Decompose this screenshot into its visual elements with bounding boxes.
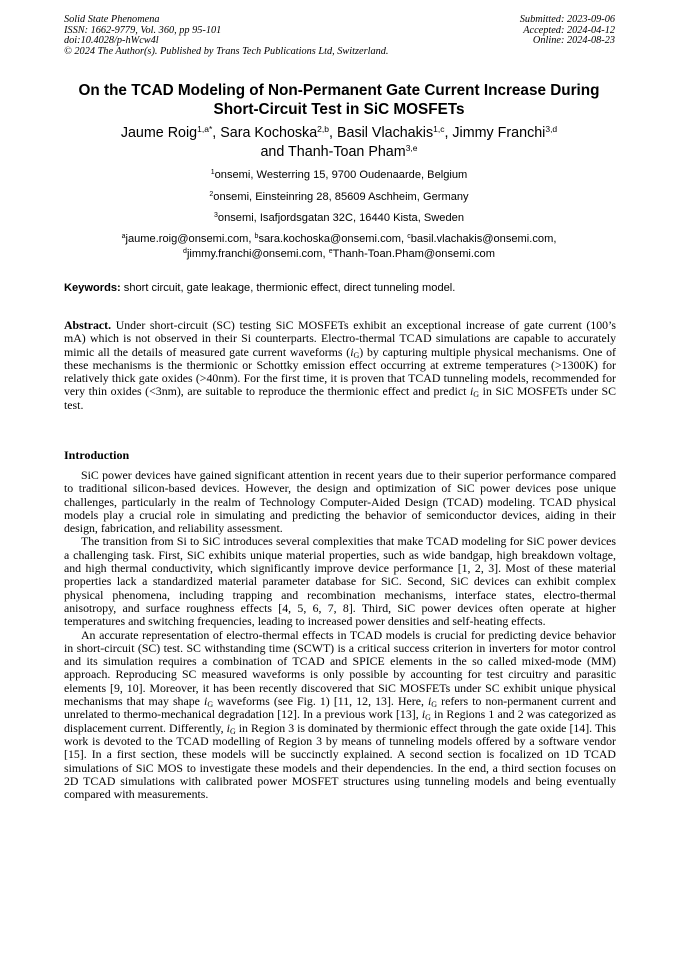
- paragraph: SiC power devices have gained significant attention in recent years due to their superior performance compared to traditional silicon-based devices. However, the design and optimization of SiC power devices pose unique challenges, particularly in the realm of Technology Computer-Aided Design (TCAD) modeling. TCAD physical models play a crucial role in simulating and predicting the behavior of semiconductor devices, aiding in their design, fabrication, and reliability assessment.: [64, 468, 616, 536]
- author-name: Basil Vlachakis: [336, 125, 434, 141]
- author-list: [40, 124, 638, 162]
- email-link[interactable]: jimmy.franchi@onsemi.com: [186, 248, 323, 260]
- affiliation-text: onsemi, Isafjordsgatan 32C, 16440 Kista, Sweden: [217, 212, 464, 224]
- symbol-i: i: [350, 344, 354, 359]
- author-separator: ,: [444, 125, 453, 141]
- paper-title-line: Short-Circuit Test in SiC MOSFETs: [213, 101, 465, 118]
- affiliation-mark: 3: [214, 212, 218, 219]
- journal-name: Solid State Phenomena: [64, 14, 160, 25]
- email-mark: a: [121, 233, 126, 240]
- paragraph-text: An accurate representation of electro-thermal effects in TCAD models is crucial for predicting device behavior in short-circuit (SC) test. SC withstanding time (SCWT) is a critical success criterion in inverters for motor control and its simulation requires a combination of TCAD and SPICE elements in the so called mixed-mode (MM) approach. Reproducing SC measured waveforms is only possible by accounting for test circuitry and parasitic elements [9, 10]. Moreover, it has been recently discovered that SiC MOSFETs under SC exhibit unique physical mechanisms that may shape: [64, 627, 616, 709]
- paragraph-text: refers to non-permanent current and unrelated to thermo-mechanical degradation [12]. In a previous work [13],: [64, 694, 616, 722]
- email-separator: ,: [553, 233, 557, 245]
- email-link[interactable]: basil.vlachakis@onsemi.com: [410, 233, 554, 245]
- paragraph: The transition from Si to SiC introduces several complexities that make TCAD modeling for SiC power devices a challenging task. First, SiC exhibits unique material properties, such as wide bandgap, high breakdown voltage, and high thermal conductivity, which significantly improve device performance [1, 2, 3]. Most of these material properties lack a standardized material parameter database for SiC. Second, SiC devices can exhibit complex physical phenomena, including trapping and recombination mechanisms, interface states, electro-thermal anisotropy, and surface roughness effects [4, 5, 6, 7, 8]. Third, SiC power devices often operate at higher temperatures and switching frequencies, leading to increased power densities and self-heating effects.: [64, 534, 616, 629]
- symbol-i: i: [470, 384, 474, 399]
- email-separator: ,: [322, 248, 329, 260]
- abstract-text: ) by capturing multiple physical mechanisms. One of these mechanisms is the thermionic or Schottky emission effect occurring at extreme temperatures (>1300K) for relatively thick gate oxides (>40nm). For the first time, it is proven that TCAD tunneling models, recommended for very thin oxides (<3nm), are suitable to reproduce the thermionic effect and predict: [64, 344, 616, 399]
- abstract-text: Under short-circuit (SC) testing SiC MOSFETs exhibit an exceptional increase of gate current (100’s mA) which is not observed in their Si counterparts. Electro-thermal TCAD simulations are capable to accurately mimic all the details of measured gate current waveforms (: [64, 318, 616, 359]
- email-mark: d: [183, 248, 187, 255]
- abstract-text: in SiC MOSFETs under SC test.: [64, 384, 616, 412]
- affiliation: [40, 168, 638, 182]
- symbol-subscript: G: [229, 726, 236, 736]
- paper-title-line: On the TCAD Modeling of Non-Permanent Gate Current Increase During: [78, 82, 600, 99]
- author-name: Sara Kochoska: [220, 125, 318, 141]
- author-affiliation-mark: 3,e: [405, 143, 418, 153]
- affiliation-mark: 1: [210, 169, 215, 176]
- paper-title: [40, 81, 638, 119]
- paragraph-text: waveforms (see Fig. 1) [11, 12, 13]. Here,: [213, 694, 428, 709]
- section-heading: Introduction: [64, 448, 130, 462]
- paragraph-text: in Region 3 is dominated by thermionic effect through the gate oxide [14]. This work is devoted to the TCAD modelling of Region 3 by means of tunneling models offered by a software vendor [15]. In a first section, these models will be succinctly explained. A second section is focalized on 1D TCAD simulations of SiC MOS to investigate these models and their dependencies. In the end, a third section focuses on 2D TCAD simulations with calibrated power MOSFET structures using tunneling models and being eventually compared with measurements.: [64, 720, 616, 802]
- author-name: and Thanh-Toan Pham: [260, 144, 406, 160]
- author-affiliation-mark: 1,c: [433, 124, 445, 134]
- email-mark: c: [407, 233, 411, 240]
- email-link[interactable]: Thanh-Toan.Pham@onsemi.com: [332, 248, 495, 260]
- symbol-i: i: [421, 707, 426, 722]
- author-separator: ,: [329, 125, 337, 141]
- symbol-subscript: G: [431, 700, 438, 710]
- symbol-i: i: [204, 694, 208, 709]
- symbol-subscript: G: [353, 350, 360, 360]
- journal-copyright: © 2024 The Author(s). Published by Trans Tech Publications Ltd, Switzerland.: [64, 45, 389, 57]
- keywords-label: Keywords:: [64, 282, 121, 294]
- affiliation-text: onsemi, Westerring 15, 9700 Oudenaarde, Belgium: [214, 169, 468, 181]
- journal-header-right: [520, 15, 615, 47]
- abstract: [64, 319, 616, 412]
- email-link[interactable]: sara.kochoska@onsemi.com: [258, 233, 402, 245]
- journal-header-left: [64, 15, 388, 57]
- symbol-subscript: G: [425, 713, 431, 723]
- author-emails: [40, 232, 638, 262]
- email-mark: b: [254, 233, 259, 240]
- paragraph-text: in Regions 1 and 2 was categorized as displacement current. Differently,: [64, 707, 616, 735]
- journal-issn: ISSN: 1662-9779, Vol. 360, pp 95-101: [64, 24, 222, 36]
- email-separator: ,: [401, 233, 408, 245]
- author-affiliation-mark: 2,b: [317, 124, 329, 134]
- symbol-i: i: [226, 720, 230, 735]
- online-date: Online: 2024-08-23: [532, 35, 615, 47]
- author-name: Jimmy Franchi: [452, 125, 546, 141]
- paragraph: [64, 629, 616, 802]
- symbol-subscript: G: [473, 390, 480, 400]
- abstract-label: Abstract.: [64, 318, 112, 332]
- keywords-text: short circuit, gate leakage, thermionic effect, direct tunneling model.: [120, 282, 456, 294]
- email-link[interactable]: jaume.roig@onsemi.com: [125, 233, 249, 245]
- email-separator: ,: [248, 233, 255, 245]
- affiliation: [40, 211, 638, 225]
- affiliation: [40, 190, 638, 204]
- email-mark: e: [328, 248, 333, 255]
- affiliation-text: onsemi, Einsteinring 28, 85609 Aschheim, Germany: [213, 191, 469, 203]
- symbol-subscript: G: [207, 700, 214, 710]
- keywords: [64, 281, 616, 295]
- author-separator: ,: [212, 125, 221, 141]
- author-affiliation-mark: 1,a*: [197, 124, 213, 134]
- symbol-i: i: [428, 694, 432, 709]
- journal-doi: doi:10.4028/p-hWcw4l: [64, 35, 159, 47]
- submitted-date: Submitted: 2023-09-06: [519, 14, 615, 25]
- author-name: Jaume Roig: [120, 125, 198, 141]
- affiliation-mark: 2: [209, 191, 214, 198]
- introduction-body: [64, 469, 616, 801]
- accepted-date: Accepted: 2024-04-12: [523, 24, 615, 36]
- author-affiliation-mark: 3,d: [545, 124, 558, 134]
